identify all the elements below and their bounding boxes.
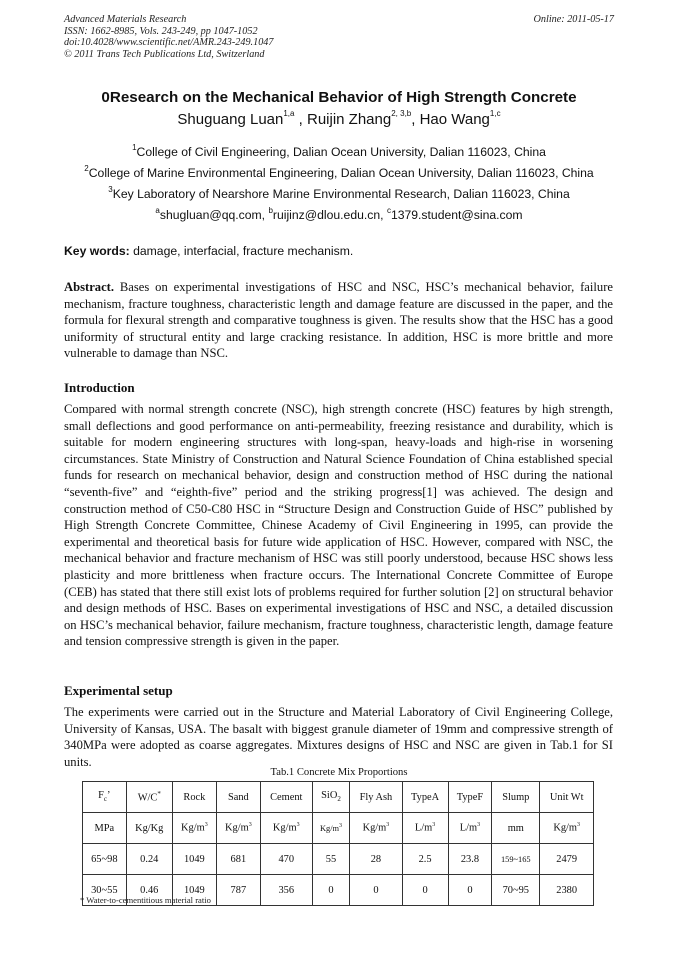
author-name: Shuguang Luan [177,111,284,128]
table-unit-cell: Kg/Kg [126,813,172,844]
affiliation [0,145,678,159]
table-header-cell: SiO$_2$ [312,782,350,813]
doi: doi:10.4028/www.scientific.net/AMR.243-249.1047 [64,37,274,49]
experimental-text: The experiments were carried out in the Structure and Material Laboratory of Civil Engineering College, University of Kansas, USA. The basalt with biggest granule diameter of 19mm and compressive strength of 340MPa were adopted as coarse aggregates. Mixtures designs of HSC and NSC are given in Tab.1 for SI units. [64,705,613,769]
table-cell: 2479 [540,844,594,875]
table-cell: 159~165 [492,844,540,875]
author-name: Hao Wang [419,111,490,128]
keywords [64,244,353,258]
email: ruijinz@dlou.edu.cn, [272,208,384,222]
table-cell: 0 [312,875,350,906]
affiliation-sup: 1 [132,143,137,152]
journal-name: Advanced Materials Research [64,14,187,25]
section-heading-introduction: Introduction [64,380,135,395]
copyright: © 2011 Trans Tech Publications Ltd, Switzerland [64,48,265,60]
table-cell: 0 [402,875,448,906]
table-row [83,844,594,875]
author-sup: 1,c [489,109,501,118]
table-cell: 2380 [540,875,594,906]
table-unit-cell: MPa [83,813,127,844]
author-sup: 1,a [283,109,295,118]
table-cell: 0.46 [126,875,172,906]
table-cell: 787 [216,875,260,906]
header-publication-info [64,14,424,60]
table-header-cell: TypeA [402,782,448,813]
email: 1379.student@sina.com [390,208,523,222]
abstract-label: Abstract. [64,280,115,294]
table-unit-cell: $L/m^3$ [402,813,448,844]
table-header-cell: Rock [172,782,216,813]
table-unit-cell: $Kg/m^3$ [172,813,216,844]
table-header-cell: W/C* [126,782,172,813]
email-sup: a [155,206,160,215]
email: shugluan@qq.com, [159,208,266,222]
email-list [0,208,678,222]
table-unit-cell: mm [492,813,540,844]
author-list: Shuguang Luan$^{1,a}$ , Ruijin Zhang$^{2, 3,b}$, Hao Wang$^{1,c}$ [177,109,501,128]
table-cell: 0 [448,875,492,906]
table-header-cell: Cement [260,782,312,813]
table-header-cell: Unit Wt [540,782,594,813]
section-heading-experimental: Experimental setup [64,683,173,698]
affiliation [0,187,678,201]
table-cell: 1049 [172,844,216,875]
table-caption: Tab.1 Concrete Mix Proportions [270,767,408,778]
table-cell: 470 [260,844,312,875]
table-cell: 2.5 [402,844,448,875]
table-header-cell: Slump [492,782,540,813]
email-sup: b [268,206,273,215]
issn: ISSN: 1662-8985, Vols. 243-249, pp 1047-1052 [64,25,258,37]
table-cell: 30~55 [83,875,127,906]
affiliation-text: College of Civil Engineering, Dalian Ocean University, Dalian 116023, China [136,145,546,159]
table-header-row [83,782,594,813]
affiliation [0,166,678,180]
table-cell: 65~98 [83,844,127,875]
table-footnote: * Water-to-cementitious material ratio [80,895,211,905]
table-cell: 0.24 [126,844,172,875]
table-header-cell: Fly Ash [350,782,402,813]
table-unit-cell: $Kg/m^3$ [540,813,594,844]
table-cell: 681 [216,844,260,875]
table-unit-cell: $Kg/m^3$ [312,813,350,844]
author-name: Ruijin Zhang [307,111,392,128]
table-header-cell: TypeF [448,782,492,813]
paper-title: 0Research on the Mechanical Behavior of High Strength Concrete [101,89,577,106]
affiliation-sup: 2 [84,164,89,173]
introduction-text: Compared with normal strength concrete (NSC), high strength concrete (HSC) features by high strength, small deflections and good performance on anti-permeability, freezing resistance and durability, which is suitable for modern engineering structures with long-span, heavy-loads and high-rise in worsening circumstances. State Ministry of Construction and Natural Science Foundation of China established special funds for research on mechanical behavior, design and construction method of HSC during the national “seventh-five” and “eighth-five” period and the striking progress[1] was achieved. The design and construction method of C50-C80 HSC in “Structure Design and Construction Guide of HSC” published by High Strength Concrete Committee, Chinese Academy of Civil Engineering in 1995, can provide the experimental and theoretical basis for future wide application of HSC. However, compared with NSC, the mechanical behavior and fracture mechanism of HSC was still poorly understood, because HSC shows less plasticity and more brittleness when fracture occurs. The International Concrete Committee of Europe (CEB) has stated that there still exist lots of problems required for further solution [2] on structural behavior and design methods of HSC. Bases on experimental investigations of HSC and NSC, a detailed discussion on HSC’s mechanical behavior, failure mechanism, fracture toughness, characteristic length, damage feature and tension compressive strength is given in the paper. [64,402,613,649]
keywords-text: damage, interfacial, fracture mechanism. [133,244,354,258]
abstract [64,279,613,362]
abstract-text: Bases on experimental investigations of HSC and NSC, HSC’s mechanical behavior, failure mechanism, fracture toughness, characteristic length and damage feature are discussed in the paper, and the formula for flexural strength and comparative toughness is given. The results show that the HSC has a good uniformity of structural entity and large cracking resistance. In addition, HSC is more brittle and more vulnerable to damage than NSC. [64,280,613,361]
table-cell: 0 [350,875,402,906]
keywords-label: Key words: [64,244,130,258]
email-sup: c [386,206,391,215]
table-unit-cell: $Kg/m^3$ [350,813,402,844]
affiliation-sup: 3 [108,185,113,194]
table-cell: 356 [260,875,312,906]
table-unit-cell: $Kg/m^3$ [260,813,312,844]
table-units-row [83,813,594,844]
table-header-cell: $F_c$’ [83,782,127,813]
table-cell: 70~95 [492,875,540,906]
table-header-cell: Sand [216,782,260,813]
table-cell: 23.8 [448,844,492,875]
affiliation-text: Key Laboratory of Nearshore Marine Environmental Research, Dalian 116023, China [112,187,570,201]
affiliation-text: College of Marine Environmental Engineering, Dalian Ocean University, Dalian 116023, China [88,166,594,180]
table-unit-cell: $L/m^3$ [448,813,492,844]
table-cell: 28 [350,844,402,875]
table-cell: 55 [312,844,350,875]
mix-proportions-table [82,781,594,906]
table-cell: 1049 [172,875,216,906]
author-sup: 2, 3,b [391,109,412,118]
online-date: Online: 2011-05-17 [533,14,614,25]
table-unit-cell: $Kg/m^3$ [216,813,260,844]
